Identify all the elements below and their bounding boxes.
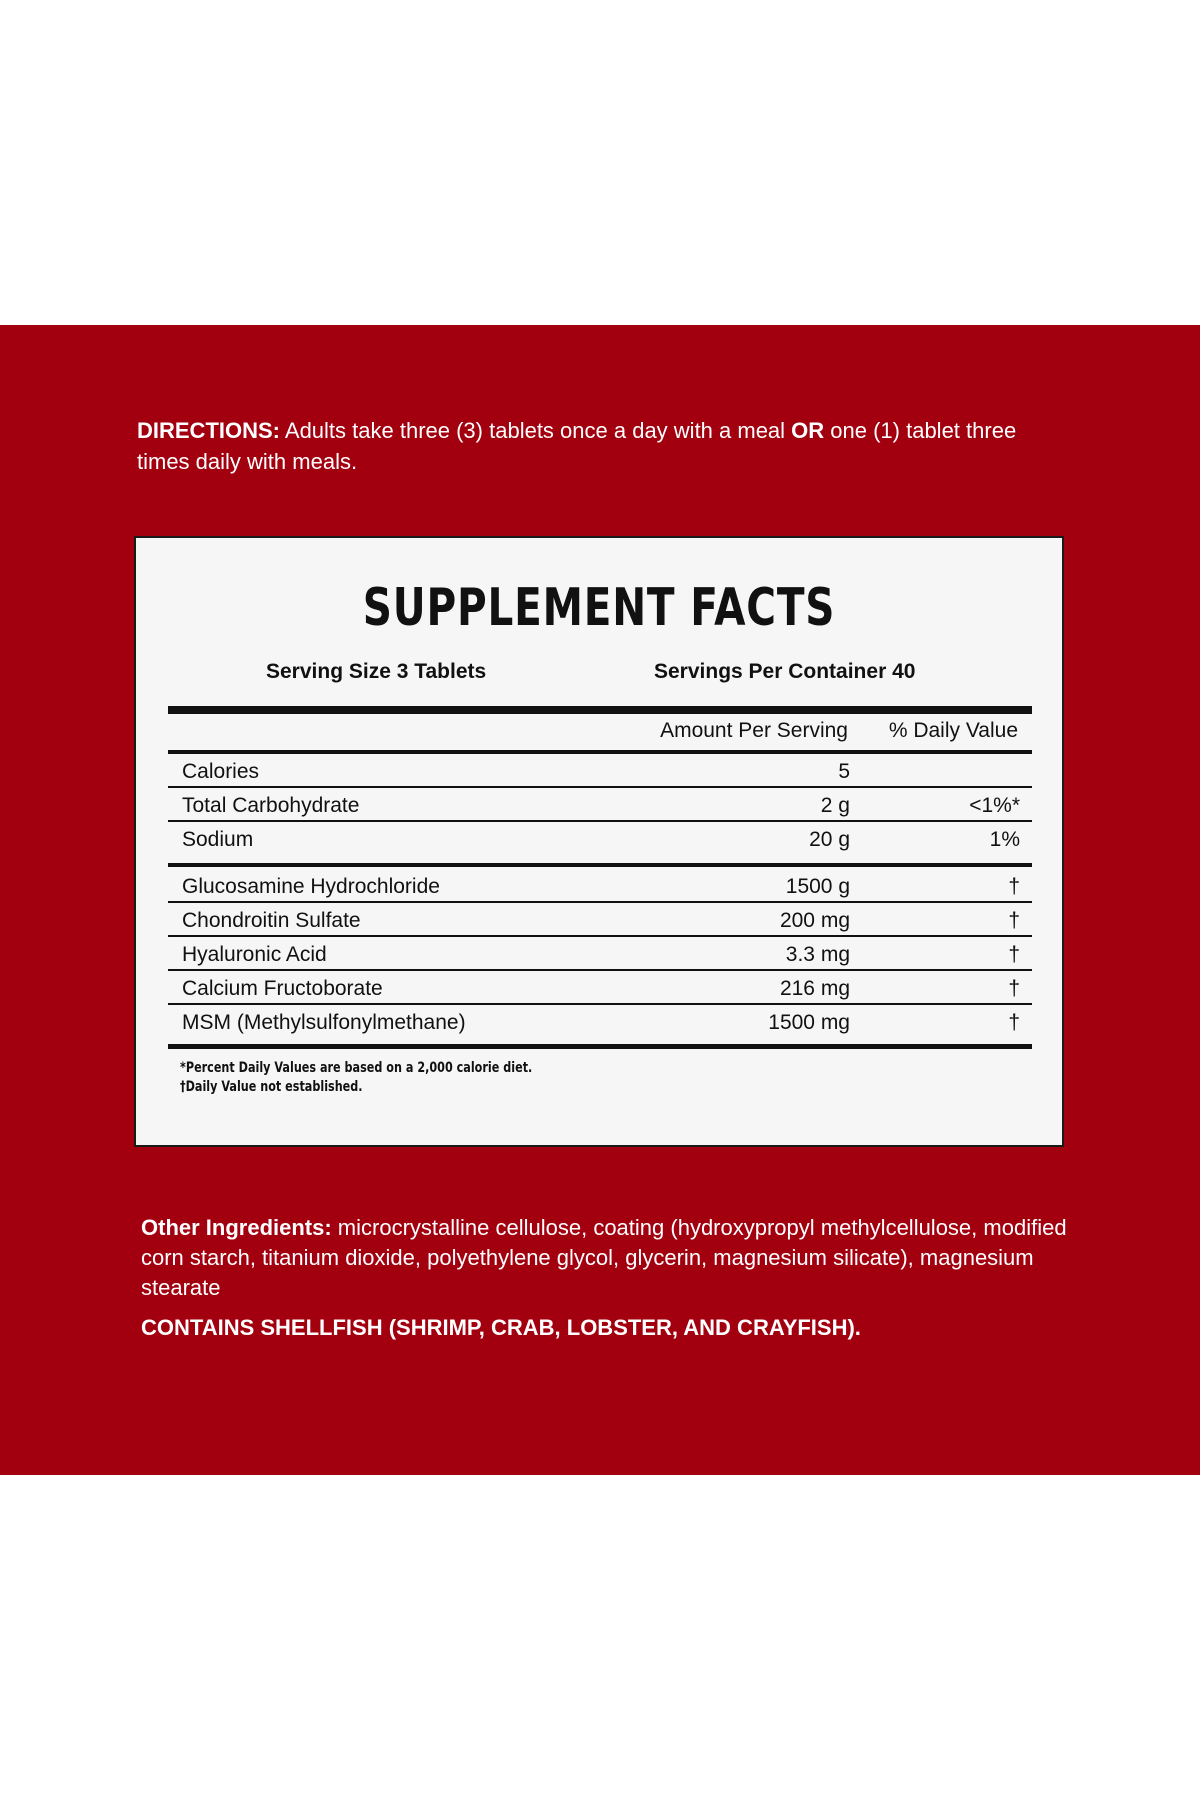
serving-size: Serving Size 3 Tablets <box>266 660 487 683</box>
nutrient-daily-value: <1%* <box>969 794 1020 817</box>
directions-text-part-2: one (1) tablet three times daily with meals. <box>137 418 1017 474</box>
ingredient-amount: 1500 mg <box>768 1011 850 1034</box>
supplement-facts-title: SUPPLEMENT FACTS <box>362 578 836 638</box>
amount-per-serving-header: Amount Per Serving <box>660 719 848 742</box>
ingredient-amount: 216 mg <box>779 977 850 1000</box>
nutrient-name: Calories <box>182 760 260 783</box>
directions-emphasis: OR <box>791 418 825 443</box>
section-divider-rule <box>168 863 1032 867</box>
ingredient-row-hyaluronic-acid <box>168 937 1032 971</box>
ingredient-amount: 3.3 mg <box>785 943 850 966</box>
nutrient-name: Sodium <box>182 828 254 851</box>
ingredient-daily-value: † <box>1008 875 1020 898</box>
ingredient-amount: 1500 g <box>785 875 850 898</box>
ingredient-name: Chondroitin Sulfate <box>182 909 361 932</box>
nutrient-daily-value: 1% <box>989 828 1020 851</box>
nutrient-row-calories <box>168 754 1032 788</box>
ingredient-row-glucosamine <box>168 869 1032 903</box>
allergen-warning: CONTAINS SHELLFISH (SHRIMP, CRAB, LOBSTER, AND CRAYFISH). <box>141 1315 861 1340</box>
ingredient-daily-value: † <box>1008 943 1020 966</box>
other-ingredients-label: Other Ingredients: <box>141 1215 332 1240</box>
ingredient-daily-value: † <box>1008 1011 1020 1034</box>
ingredient-row-chondroitin <box>168 903 1032 937</box>
directions-text-part-1: Adults take three (3) tablets once a day with a meal <box>280 418 792 443</box>
footnote-daily-values: *Percent Daily Values are based on a 2,000 calorie diet. <box>180 1060 533 1076</box>
servings-per-container: Servings Per Container 40 <box>654 660 916 683</box>
ingredient-daily-value: † <box>1008 909 1020 932</box>
bottom-thick-rule <box>168 1044 1032 1049</box>
nutrient-amount: 20 g <box>809 828 850 851</box>
ingredient-daily-value: † <box>1008 977 1020 1000</box>
daily-value-header: % Daily Value <box>888 719 1018 742</box>
ingredient-name: Calcium Fructoborate <box>182 977 383 1000</box>
nutrient-amount: 2 g <box>820 794 850 817</box>
other-ingredients-text <box>141 1213 1071 1303</box>
top-thick-rule <box>168 706 1032 714</box>
nutrient-row-sodium <box>168 822 1032 856</box>
nutrient-name: Total Carbohydrate <box>182 794 360 817</box>
ingredient-amount: 200 mg <box>779 909 850 932</box>
supplement-facts-panel <box>134 536 1064 1147</box>
directions-text <box>137 415 1067 477</box>
ingredient-name: MSM (Methylsulfonylmethane) <box>182 1011 466 1034</box>
other-ingredients-list: microcrystalline cellulose, coating (hydroxypropyl methylcellulose, modified corn starch, titanium dioxide, polyethylene glycol, glycerin, magnesium silicate), magnesium stearate <box>141 1215 1067 1300</box>
ingredient-row-msm <box>168 1005 1032 1039</box>
directions-label: DIRECTIONS: <box>137 418 280 443</box>
nutrient-amount: 5 <box>838 760 850 783</box>
footnote-dagger: †Daily Value not established. <box>180 1079 363 1095</box>
ingredient-name: Hyaluronic Acid <box>182 943 327 966</box>
ingredient-name: Glucosamine Hydrochloride <box>182 875 440 898</box>
nutrient-row-total-carbohydrate <box>168 788 1032 822</box>
ingredient-row-calcium-fructoborate <box>168 971 1032 1005</box>
